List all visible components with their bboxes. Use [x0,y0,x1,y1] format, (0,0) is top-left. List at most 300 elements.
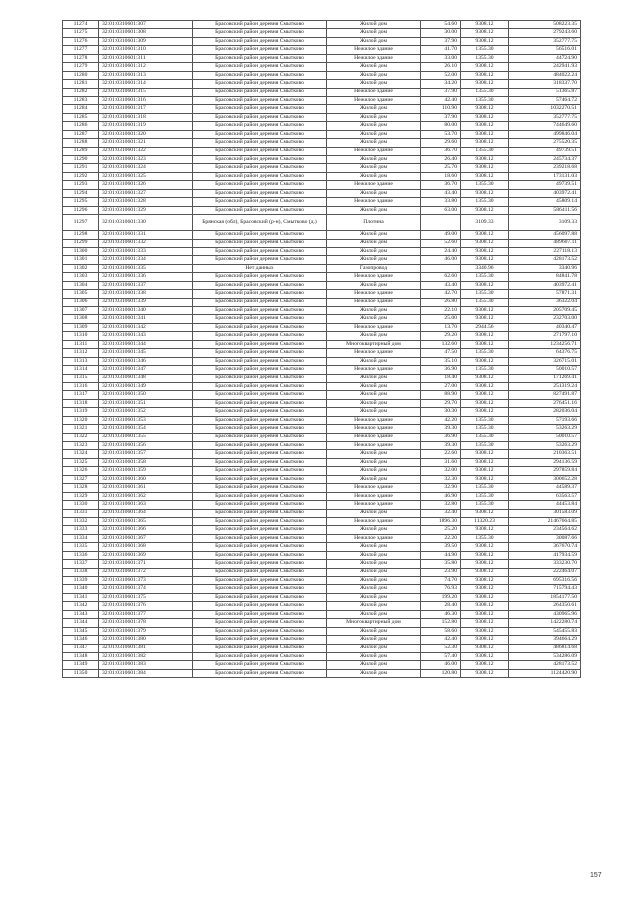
table-row [63,21,581,29]
cadastral-number-cell: 32:01:0310601:367 [99,534,193,542]
unit-value-cell: 9308.12 [461,239,509,247]
unit-value-cell: 9308.12 [461,526,509,534]
object-type-cell: Плотина [327,215,421,231]
area-cell: 39.50 [421,543,461,551]
address-cell: Брасовский район деревня Смытково [193,366,327,374]
table-row [63,526,581,534]
unit-value-cell: 9308.12 [461,130,509,138]
cadastral-value-cell: 430965.96 [509,610,581,618]
address-cell: Брасовский район деревня Смытково [193,63,327,71]
unit-value-cell: 9308.12 [461,80,509,88]
object-type-cell: Жилой дом [327,391,421,399]
cadastral-number-cell: 32:01:0310601:312 [99,63,193,71]
cadastral-value-cell: 1032270.51 [509,105,581,113]
cadastral-value-cell: 489607.11 [509,239,581,247]
row-number-cell: 11308 [63,315,99,323]
cadastral-value-cell: 222464.07 [509,568,581,576]
unit-value-cell: 9308.12 [461,340,509,348]
cadastral-number-cell: 32:01:0310601:314 [99,80,193,88]
unit-value-cell: 9308.12 [461,139,509,147]
area-cell: 25.00 [421,315,461,323]
cadastral-value-cell: 484022.24 [509,71,581,79]
unit-value-cell: 9308.12 [461,231,509,239]
table-row [63,340,581,348]
row-number-cell: 11282 [63,88,99,96]
cadastral-number-cell: 32:01:0310601:366 [99,526,193,534]
address-cell: Брасовский район деревня Смытково [193,357,327,365]
unit-value-cell: 9308.12 [461,382,509,390]
row-number-cell: 11305 [63,290,99,298]
row-number-cell: 11316 [63,382,99,390]
cadastral-number-cell: 32:01:0310601:362 [99,492,193,500]
cadastral-value-cell: 428173.52 [509,661,581,669]
address-cell: Брасовский район деревня Смытково [193,458,327,466]
area-cell: 32.00 [421,467,461,475]
unit-value-cell: 11320.23 [461,517,509,525]
unit-value-cell: 1355.30 [461,147,509,155]
cadastral-value-cell: 53263.29 [509,442,581,450]
row-number-cell: 11307 [63,307,99,315]
cadastral-value-cell: 45809.14 [509,198,581,206]
address-cell: Брасовский район деревня Смытково [193,374,327,382]
unit-value-cell: 1355.30 [461,501,509,509]
cadastral-value-cell: 275520.35 [509,139,581,147]
address-cell: Брасовский район деревня Смытково [193,425,327,433]
table-row [63,80,581,88]
table-row [63,467,581,475]
cadastral-number-cell: 32:01:0310601:310 [99,46,193,54]
table-row [63,509,581,517]
cadastral-number-cell: 32:01:0310601:380 [99,636,193,644]
area-cell: 42.20 [421,416,461,424]
area-cell: 58.60 [421,627,461,635]
address-cell: Брасовский район деревня Смытково [193,391,327,399]
table-row [63,349,581,357]
object-type-cell: Нежилое здание [327,54,421,62]
object-type-cell: Жилой дом [327,408,421,416]
row-number-cell: 11345 [63,627,99,635]
object-type-cell: Жилой дом [327,627,421,635]
table-row [63,661,581,669]
area-cell: 23.90 [421,568,461,576]
address-cell: Брасовский район деревня Смытково [193,29,327,37]
cadastral-number-cell: 32:01:0310601:374 [99,585,193,593]
cadastral-number-cell: 32:01:0310601:324 [99,164,193,172]
object-type-cell: Жилой дом [327,63,421,71]
row-number-cell: 11295 [63,198,99,206]
unit-value-cell: 9308.12 [461,619,509,627]
cadastral-number-cell: 32:01:0310601:342 [99,323,193,331]
object-type-cell: Нежилое здание [327,323,421,331]
row-number-cell: 11284 [63,105,99,113]
cadastral-number-cell: 32:01:0310601:313 [99,71,193,79]
cadastral-number-cell: 32:01:0310601:330 [99,215,193,231]
cadastral-number-cell: 32:01:0310601:345 [99,349,193,357]
area-cell: 39.30 [421,425,461,433]
object-type-cell: Жилой дом [327,644,421,652]
table-row [63,37,581,45]
cadastral-number-cell: 32:01:0310601:350 [99,391,193,399]
area-cell: 25.70 [421,164,461,172]
address-cell: Брасовский район деревня Смытково [193,139,327,147]
address-cell: Брасовский район деревня Смытково [193,399,327,407]
address-cell: Брасовский район деревня Смытково [193,602,327,610]
row-number-cell: 11323 [63,442,99,450]
object-type-cell: Нежилое здание [327,298,421,306]
address-cell: Брасовский район деревня Смытково [193,298,327,306]
unit-value-cell: 9308.12 [461,247,509,255]
area-cell: 39.30 [421,442,461,450]
object-type-cell: Жилой дом [327,105,421,113]
table-row [63,585,581,593]
unit-value-cell: 9308.12 [461,543,509,551]
row-number-cell: 11285 [63,113,99,121]
address-cell: Брасовский район деревня Смытково [193,349,327,357]
object-type-cell: Жилой дом [327,467,421,475]
cadastral-number-cell: 32:01:0310601:376 [99,602,193,610]
object-type-cell: Нежилое здание [327,88,421,96]
cadastral-number-cell: 32:01:0310601:383 [99,661,193,669]
unit-value-cell: 9308.12 [461,281,509,289]
area-cell: 74.70 [421,577,461,585]
address-cell: Брасовский район деревня Смытково [193,484,327,492]
address-cell: Брасовский район деревня Смытково [193,661,327,669]
address-cell: Брасовский район деревня Смытково [193,644,327,652]
row-number-cell: 11331 [63,509,99,517]
cadastral-number-cell: 32:01:0310601:352 [99,408,193,416]
cadastral-value-cell: 271797.10 [509,332,581,340]
address-cell: Брасовский район деревня Смытково [193,122,327,130]
address-cell: Брасовский район деревня Смытково [193,54,327,62]
cadastral-value-cell: 279243.60 [509,29,581,37]
row-number-cell: 11324 [63,450,99,458]
cadastral-value-cell: 57193.66 [509,416,581,424]
row-number-cell: 11315 [63,374,99,382]
object-type-cell: Нежилое здание [327,484,421,492]
row-number-cell: 11332 [63,517,99,525]
unit-value-cell: 1355.30 [461,416,509,424]
table-row [63,551,581,559]
unit-value-cell: 1355.30 [461,46,509,54]
address-cell: Брасовский район деревня Смытково [193,105,327,113]
unit-value-cell: 9308.12 [461,315,509,323]
address-cell: Брасовский район деревня Смытково [193,652,327,660]
table-row [63,517,581,525]
unit-value-cell: 9308.12 [461,551,509,559]
table-row [63,442,581,450]
object-type-cell: Жилой дом [327,332,421,340]
area-cell: 52.60 [421,239,461,247]
area-cell: 41.70 [421,46,461,54]
cadastral-value-cell: 30087.66 [509,534,581,542]
area-cell: 49.00 [421,231,461,239]
object-type-cell: Жилой дом [327,80,421,88]
row-number-cell: 11300 [63,247,99,255]
cadastral-value-cell: 276451.16 [509,399,581,407]
unit-value-cell: 9308.12 [461,652,509,660]
cadastral-number-cell: 32:01:0310601:315 [99,88,193,96]
cadastral-value-cell: 744649.60 [509,122,581,130]
object-type-cell: Жилой дом [327,577,421,585]
row-number-cell: 11343 [63,610,99,618]
object-type-cell: Жилой дом [327,450,421,458]
address-cell: Брянская (обл), Брасовский (р-н), Смытково (д.) [193,215,327,231]
row-number-cell: 11275 [63,29,99,37]
cadastral-number-cell: 32:01:0310601:364 [99,509,193,517]
cadastral-number-cell: 32:01:0310601:343 [99,332,193,340]
area-cell: 42.40 [421,96,461,104]
object-type-cell: Нежилое здание [327,492,421,500]
object-type-cell: Жилой дом [327,172,421,180]
table-row [63,307,581,315]
table-row [63,256,581,264]
table-row [63,290,581,298]
cadastral-value-cell: 84841.78 [509,273,581,281]
area-cell: 52.00 [421,71,461,79]
unit-value-cell: 9308.12 [461,560,509,568]
object-type-cell: Жилой дом [327,164,421,172]
cadastral-value-cell: 36322.04 [509,298,581,306]
table-row [63,644,581,652]
cadastral-number-cell: 32:01:0310601:358 [99,458,193,466]
row-number-cell: 11322 [63,433,99,441]
object-type-cell: Жилой дом [327,543,421,551]
object-type-cell: Нежилое здание [327,501,421,509]
cadastral-value-cell: 394664.29 [509,636,581,644]
cadastral-value-cell: 173131.03 [509,172,581,180]
area-cell: 43.40 [421,189,461,197]
cadastral-value-table [62,20,581,678]
address-cell: Брасовский район деревня Смытково [193,408,327,416]
cadastral-value-cell: 44724.90 [509,54,581,62]
area-cell: 46.30 [421,610,461,618]
area-cell: 35.80 [421,560,461,568]
cadastral-number-cell: 32:01:0310601:340 [99,307,193,315]
object-type-cell: Нежилое здание [327,273,421,281]
cadastral-number-cell: 32:01:0310601:341 [99,315,193,323]
table-row [63,543,581,551]
row-number-cell: 11289 [63,147,99,155]
cadastral-number-cell: 32:01:0310601:368 [99,543,193,551]
cadastral-number-cell: 32:01:0310601:351 [99,399,193,407]
unit-value-cell: 1355.30 [461,534,509,542]
cadastral-number-cell: 32:01:0310601:371 [99,560,193,568]
unit-value-cell: 1355.30 [461,181,509,189]
area-cell: 29.60 [421,139,461,147]
cadastral-value-cell: 499846.04 [509,130,581,138]
unit-value-cell: 1355.30 [461,492,509,500]
address-cell: Брасовский район деревня Смытково [193,172,327,180]
cadastral-number-cell: 32:01:0310601:336 [99,273,193,281]
unit-value-cell: 9308.12 [461,357,509,365]
area-cell: 37.90 [421,88,461,96]
cadastral-value-cell: 51365.87 [509,88,581,96]
unit-value-cell: 1355.30 [461,273,509,281]
row-number-cell: 11350 [63,669,99,677]
area-cell: 22.20 [421,534,461,542]
area-cell: 27.00 [421,382,461,390]
cadastral-value-cell: 234564.62 [509,526,581,534]
table-row [63,96,581,104]
cadastral-number-cell: 32:01:0310601:311 [99,54,193,62]
object-type-cell: Жилой дом [327,593,421,601]
cadastral-value-cell: 294136.59 [509,458,581,466]
address-cell: Брасовский район деревня Смытково [193,307,327,315]
object-type-cell: Жилой дом [327,585,421,593]
cadastral-number-cell: 32:01:0310601:308 [99,29,193,37]
table-row [63,29,581,37]
cadastral-value-cell: 695316.56 [509,577,581,585]
cadastral-value-cell: 210363.51 [509,450,581,458]
row-number-cell: 11292 [63,172,99,180]
cadastral-number-cell: 32:01:0310601:384 [99,669,193,677]
table-row [63,181,581,189]
table-row [63,105,581,113]
row-number-cell: 11311 [63,340,99,348]
table-row [63,602,581,610]
object-type-cell: Жилой дом [327,475,421,483]
table-row [63,273,581,281]
cadastral-value-cell: 227118.13 [509,247,581,255]
row-number-cell: 11344 [63,619,99,627]
address-cell: Брасовский район деревня Смытково [193,273,327,281]
cadastral-number-cell: 32:01:0310601:335 [99,264,193,272]
cadastral-number-cell: 32:01:0310601:361 [99,484,193,492]
row-number-cell: 11335 [63,543,99,551]
area-cell: 31.60 [421,458,461,466]
table-row [63,298,581,306]
area-cell: 29.70 [421,399,461,407]
area-cell: 36.70 [421,147,461,155]
table-row [63,568,581,576]
row-number-cell: 11312 [63,349,99,357]
cadastral-value-cell: 242941.93 [509,63,581,71]
address-cell: Брасовский район деревня Смытково [193,669,327,677]
area-cell: 62.60 [421,273,461,281]
unit-value-cell: 9308.12 [461,602,509,610]
unit-value-cell: 1355.30 [461,425,509,433]
cadastral-number-cell: 32:01:0310601:349 [99,382,193,390]
cadastral-number-cell: 32:01:0310601:326 [99,181,193,189]
table-row [63,147,581,155]
cadastral-value-cell: 403972.41 [509,189,581,197]
row-number-cell: 11341 [63,593,99,601]
table-row [63,215,581,231]
table-row [63,416,581,424]
address-cell: Брасовский район деревня Смытково [193,231,327,239]
object-type-cell: Жилой дом [327,71,421,79]
address-cell: Брасовский район деревня Смытково [193,636,327,644]
row-number-cell: 11278 [63,54,99,62]
cadastral-value-cell: 333230.70 [509,560,581,568]
area-cell: 46.00 [421,256,461,264]
cadastral-value-cell: 586411.56 [509,206,581,214]
table-row [63,593,581,601]
row-number-cell: 11293 [63,181,99,189]
area-cell: 36.70 [421,181,461,189]
address-cell: Брасовский район деревня Смытково [193,382,327,390]
row-number-cell: 11276 [63,37,99,45]
object-type-cell: Жилой дом [327,568,421,576]
address-cell: Брасовский район деревня Смытково [193,256,327,264]
address-cell: Брасовский район деревня Смытково [193,21,327,29]
table-row [63,501,581,509]
row-number-cell: 11288 [63,139,99,147]
address-cell: Брасовский район деревня Смытково [193,88,327,96]
row-number-cell: 11314 [63,366,99,374]
cadastral-value-cell: 40340.47 [509,323,581,331]
table-row [63,627,581,635]
address-cell: Брасовский район деревня Смытково [193,501,327,509]
cadastral-value-cell: 827491.87 [509,391,581,399]
area-cell: 33.80 [421,198,461,206]
object-type-cell: Жилой дом [327,636,421,644]
table-row [63,332,581,340]
cadastral-number-cell: 32:01:0310601:329 [99,206,193,214]
unit-value-cell: 9308.12 [461,63,509,71]
cadastral-number-cell: 32:01:0310601:325 [99,172,193,180]
unit-value-cell: 9308.12 [461,467,509,475]
unit-value-cell: 9308.12 [461,172,509,180]
table-row [63,458,581,466]
row-number-cell: 11348 [63,652,99,660]
area-cell: 152.80 [421,619,461,627]
cadastral-value-cell: 44589.37 [509,484,581,492]
unit-value-cell: 1355.30 [461,54,509,62]
object-type-cell: Нежилое здание [327,198,421,206]
cadastral-value-cell: 57464.72 [509,96,581,104]
cadastral-number-cell: 32:01:0310601:338 [99,290,193,298]
area-cell: 120.80 [421,669,461,677]
cadastral-value-cell: 56516.01 [509,46,581,54]
object-type-cell: Жилой дом [327,307,421,315]
cadastral-number-cell: 32:01:0310601:347 [99,366,193,374]
unit-value-cell: 9308.12 [461,450,509,458]
table-row [63,315,581,323]
object-type-cell: Жилой дом [327,21,421,29]
row-number-cell: 11333 [63,526,99,534]
unit-value-cell: 1355.30 [461,198,509,206]
cadastral-number-cell: 32:01:0310601:344 [99,340,193,348]
area-cell: 26.80 [421,298,461,306]
object-type-cell: Жилой дом [327,37,421,45]
table-row [63,231,581,239]
address-cell: Брасовский район деревня Смытково [193,164,327,172]
row-number-cell: 11340 [63,585,99,593]
table-row [63,636,581,644]
address-cell: Брасовский район деревня Смытково [193,80,327,88]
unit-value-cell: 9308.12 [461,610,509,618]
table-row [63,198,581,206]
cadastral-number-cell: 32:01:0310601:369 [99,551,193,559]
row-number-cell: 11310 [63,332,99,340]
area-cell: 34.20 [421,80,461,88]
table-row [63,391,581,399]
row-number-cell: 11329 [63,492,99,500]
cadastral-number-cell: 32:01:0310601:328 [99,198,193,206]
cadastral-value-cell: 352777.75 [509,37,581,45]
unit-value-cell: 1355.30 [461,433,509,441]
row-number-cell: 11291 [63,164,99,172]
row-number-cell: 11321 [63,425,99,433]
cadastral-value-cell: 251319.24 [509,382,581,390]
unit-value-cell: 9308.12 [461,21,509,29]
row-number-cell: 11303 [63,273,99,281]
area-cell: 32.80 [421,501,461,509]
table-row [63,113,581,121]
row-number-cell: 11296 [63,206,99,214]
row-number-cell: 11318 [63,399,99,407]
